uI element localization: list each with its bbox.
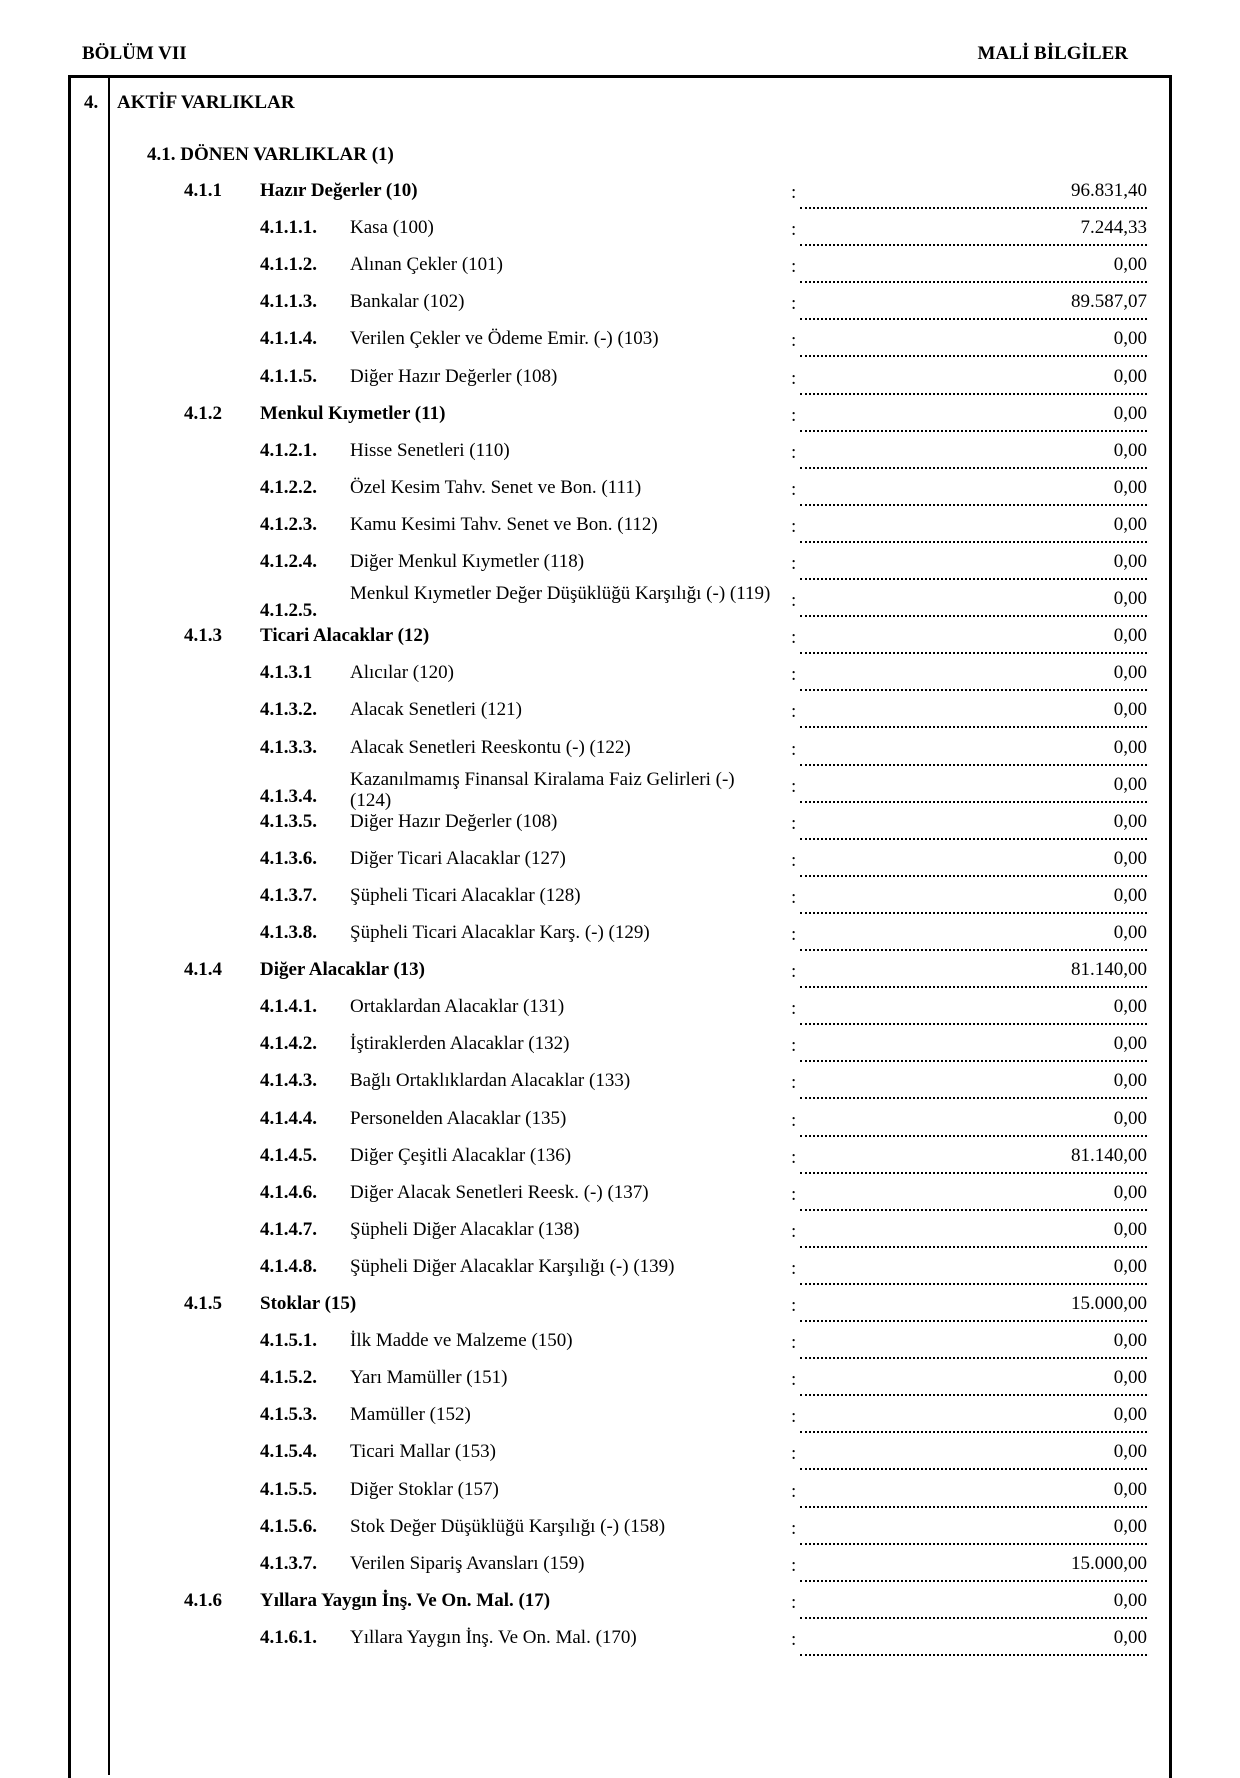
separator-colon: : xyxy=(791,219,797,241)
separator-colon: : xyxy=(791,1146,797,1168)
account-label: Yıllara Yaygın İnş. Ve On. Mal. (170) xyxy=(350,1626,637,1648)
account-code: 4.1.5.1. xyxy=(260,1330,317,1352)
account-value: 7.244,33 xyxy=(800,217,1147,246)
separator-colon: : xyxy=(791,441,797,463)
separator-colon: : xyxy=(791,998,797,1020)
account-code: 4.1.2.4. xyxy=(260,551,317,572)
account-code: 4.1.5.3. xyxy=(260,1404,317,1426)
account-value: 0,00 xyxy=(800,811,1147,840)
account-value: 0,00 xyxy=(800,1256,1147,1285)
account-code: 4.1.1.3. xyxy=(260,291,317,313)
account-label: Kazanılmamış Finansal Kiralama Faiz Gelirleri (-) (124) xyxy=(350,768,735,811)
account-value: 0,00 xyxy=(800,551,1147,580)
separator-colon: : xyxy=(791,590,797,612)
separator-colon: : xyxy=(791,293,797,315)
account-row xyxy=(0,217,1240,253)
account-code: 4.1.4.4. xyxy=(260,1107,317,1129)
account-value: 81.140,00 xyxy=(800,1145,1147,1174)
separator-colon: : xyxy=(791,775,797,797)
account-label: Diğer Ticari Alacaklar (127) xyxy=(350,847,566,869)
account-code: 4.1.2.2. xyxy=(260,476,317,498)
account-group-row xyxy=(0,403,1240,439)
account-code: 4.1.4.7. xyxy=(260,1218,317,1240)
account-code: 4.1.4.1. xyxy=(260,996,317,1018)
account-code: 4.1.3.3. xyxy=(260,736,317,758)
account-value: 0,00 xyxy=(800,1627,1147,1656)
account-row xyxy=(0,922,1240,958)
account-label: Yarı Mamüller (151) xyxy=(350,1367,508,1389)
account-row xyxy=(0,328,1240,364)
account-value: 0,00 xyxy=(800,1033,1147,1062)
account-value: 96.831,40 xyxy=(800,180,1147,209)
account-row xyxy=(0,1367,1240,1403)
separator-colon: : xyxy=(791,738,797,760)
account-row xyxy=(0,1070,1240,1106)
account-label: Özel Kesim Tahv. Senet ve Bon. (111) xyxy=(350,476,642,498)
account-row xyxy=(0,1145,1240,1181)
account-row xyxy=(0,848,1240,884)
account-code: 4.1.3.2. xyxy=(260,699,317,721)
account-value: 0,00 xyxy=(800,514,1147,543)
account-group-row xyxy=(0,1293,1240,1329)
account-value: 0,00 xyxy=(800,477,1147,506)
account-code: 4.1.1.5. xyxy=(260,365,317,387)
account-group-row xyxy=(0,959,1240,995)
account-group-row xyxy=(0,625,1240,661)
account-row xyxy=(0,1553,1240,1589)
account-value: 0,00 xyxy=(800,1219,1147,1248)
account-value: 0,00 xyxy=(800,588,1147,617)
account-row xyxy=(0,768,1240,811)
separator-colon: : xyxy=(791,1332,797,1354)
account-label: Menkul Kıymetler Değer Düşüklüğü Karşılığı (-) (119) xyxy=(350,583,771,605)
separator-colon: : xyxy=(791,924,797,945)
account-label: Menkul Kıymetler (11) xyxy=(260,402,446,424)
account-label: Yıllara Yaygın İnş. Ve On. Mal. (17) xyxy=(260,1589,551,1611)
account-value: 0,00 xyxy=(800,1108,1147,1137)
account-label: Şüpheli Diğer Alacaklar (138) xyxy=(350,1218,580,1240)
account-label: Hisse Senetleri (110) xyxy=(350,439,510,461)
account-row xyxy=(0,1330,1240,1366)
account-group-row xyxy=(0,180,1240,216)
account-row xyxy=(0,1108,1240,1144)
account-value: 0,00 xyxy=(800,922,1147,951)
account-value: 0,00 xyxy=(800,1182,1147,1211)
account-row xyxy=(0,551,1240,587)
account-row xyxy=(0,1441,1240,1477)
separator-colon: : xyxy=(791,961,797,983)
account-label: Diğer Çeşitli Alacaklar (136) xyxy=(350,1144,572,1166)
account-value: 0,00 xyxy=(800,1441,1147,1470)
account-code: 4.1.4.6. xyxy=(260,1181,317,1203)
account-value: 0,00 xyxy=(800,885,1147,914)
separator-colon: : xyxy=(791,1369,797,1391)
separator-colon: : xyxy=(791,182,797,203)
account-label: Verilen Sipariş Avansları (159) xyxy=(350,1552,585,1574)
account-row xyxy=(0,440,1240,476)
account-code: 4.1.6 xyxy=(184,1589,222,1611)
account-label: Kasa (100) xyxy=(350,217,434,239)
account-value: 0,00 xyxy=(800,254,1147,283)
account-label: Stoklar (15) xyxy=(260,1293,357,1314)
account-row xyxy=(0,583,1240,624)
account-code: 4.1.5 xyxy=(184,1293,222,1314)
separator-colon: : xyxy=(791,701,797,723)
account-code: 4.1.5.4. xyxy=(260,1441,317,1463)
account-value: 15.000,00 xyxy=(800,1293,1147,1322)
account-value: 0,00 xyxy=(800,440,1147,469)
separator-colon: : xyxy=(791,1443,797,1465)
account-label: Diğer Alacaklar (13) xyxy=(260,959,425,981)
account-value: 0,00 xyxy=(800,328,1147,357)
account-row xyxy=(0,477,1240,513)
account-code: 4.1.5.2. xyxy=(260,1367,317,1389)
separator-colon: : xyxy=(791,849,797,871)
separator-colon: : xyxy=(791,515,797,537)
account-row xyxy=(0,1516,1240,1552)
separator-colon: : xyxy=(791,256,797,278)
account-code: 4.1.4 xyxy=(184,959,222,981)
account-code: 4.1.3.7. xyxy=(260,1552,317,1574)
account-value: 15.000,00 xyxy=(800,1553,1147,1582)
account-row xyxy=(0,254,1240,290)
account-code: 4.1.3.4. xyxy=(260,785,317,807)
account-code: 4.1.1 xyxy=(184,180,222,201)
account-value: 0,00 xyxy=(800,366,1147,395)
account-value: 89.587,07 xyxy=(800,291,1147,320)
section-title: AKTİF VARLIKLAR xyxy=(117,92,295,113)
account-value: 0,00 xyxy=(800,699,1147,728)
account-label: Diğer Alacak Senetleri Reesk. (-) (137) xyxy=(350,1181,649,1203)
account-value: 0,00 xyxy=(800,774,1147,803)
account-value: 0,00 xyxy=(800,1330,1147,1359)
separator-colon: : xyxy=(791,478,797,500)
account-label: Mamüller (152) xyxy=(350,1404,471,1426)
account-value: 0,00 xyxy=(800,1516,1147,1545)
separator-colon: : xyxy=(791,1220,797,1242)
account-label: Ticari Alacaklar (12) xyxy=(260,625,430,647)
account-label: Hazır Değerler (10) xyxy=(260,180,418,201)
account-code: 4.1.4.8. xyxy=(260,1255,317,1277)
separator-colon: : xyxy=(791,330,797,352)
account-row xyxy=(0,1219,1240,1255)
separator-colon: : xyxy=(791,1628,797,1650)
account-label: İlk Madde ve Malzeme (150) xyxy=(350,1330,573,1352)
account-label: Ticari Mallar (153) xyxy=(350,1441,496,1463)
account-value: 0,00 xyxy=(800,625,1147,654)
account-label: Bankalar (102) xyxy=(350,291,465,313)
account-group-row xyxy=(0,1590,1240,1626)
account-value: 0,00 xyxy=(800,403,1147,432)
account-value: 0,00 xyxy=(800,848,1147,877)
separator-colon: : xyxy=(791,367,797,389)
separator-colon: : xyxy=(791,812,797,834)
section-header-title: MALİ BİLGİLER xyxy=(977,43,1128,64)
account-code: 4.1.4.5. xyxy=(260,1144,317,1166)
account-label: Diğer Stoklar (157) xyxy=(350,1478,499,1500)
separator-colon: : xyxy=(791,1591,797,1613)
account-row xyxy=(0,1182,1240,1218)
account-value: 0,00 xyxy=(800,1070,1147,1099)
account-label: Ortaklardan Alacaklar (131) xyxy=(350,996,565,1018)
account-code: 4.1.4.2. xyxy=(260,1033,317,1055)
account-code: 4.1.1.4. xyxy=(260,328,317,350)
account-row xyxy=(0,514,1240,550)
account-row xyxy=(0,1256,1240,1292)
account-row xyxy=(0,699,1240,735)
account-row xyxy=(0,1033,1240,1069)
account-value: 0,00 xyxy=(800,1590,1147,1619)
account-value: 0,00 xyxy=(800,737,1147,766)
account-code: 4.1.5.6. xyxy=(260,1515,317,1537)
account-code: 4.1.2.1. xyxy=(260,439,317,461)
separator-colon: : xyxy=(791,1109,797,1131)
account-value: 0,00 xyxy=(800,1367,1147,1396)
account-row xyxy=(0,737,1240,773)
account-code: 4.1.3 xyxy=(184,625,222,647)
account-code: 4.1.2.3. xyxy=(260,513,317,535)
account-label: Alıcılar (120) xyxy=(350,662,454,684)
separator-colon: : xyxy=(791,1406,797,1428)
account-code: 4.1.3.6. xyxy=(260,847,317,869)
account-code: 4.1.6.1. xyxy=(260,1626,317,1648)
chapter-title: BÖLÜM VII xyxy=(82,43,187,64)
account-label: Alacak Senetleri Reeskontu (-) (122) xyxy=(350,736,631,758)
account-code: 4.1.2.5. xyxy=(260,600,317,622)
account-code: 4.1.2 xyxy=(184,402,222,424)
account-value: 0,00 xyxy=(800,996,1147,1025)
account-label: Verilen Çekler ve Ödeme Emir. (-) (103) xyxy=(350,328,659,350)
account-row xyxy=(0,885,1240,921)
separator-colon: : xyxy=(791,664,797,686)
account-label: Alacak Senetleri (121) xyxy=(350,699,522,721)
account-label: İştiraklerden Alacaklar (132) xyxy=(350,1033,570,1055)
separator-colon: : xyxy=(791,627,797,649)
account-row xyxy=(0,811,1240,847)
section-number: 4. xyxy=(84,92,99,113)
account-value: 81.140,00 xyxy=(800,959,1147,988)
account-row xyxy=(0,1404,1240,1440)
account-row xyxy=(0,996,1240,1032)
account-code: 4.1.3.7. xyxy=(260,884,317,906)
account-value: 0,00 xyxy=(800,1479,1147,1508)
account-label: Şüpheli Ticari Alacaklar Karş. (-) (129) xyxy=(350,922,650,943)
separator-colon: : xyxy=(791,1072,797,1094)
account-code: 4.1.3.5. xyxy=(260,810,317,832)
account-code: 4.1.4.3. xyxy=(260,1070,317,1092)
account-label: Diğer Hazır Değerler (108) xyxy=(350,810,558,832)
account-code: 4.1.5.5. xyxy=(260,1478,317,1500)
separator-colon: : xyxy=(791,1183,797,1205)
account-row xyxy=(0,291,1240,327)
account-code: 4.1.3.8. xyxy=(260,922,317,943)
account-row xyxy=(0,1479,1240,1515)
separator-colon: : xyxy=(791,1035,797,1057)
account-label: Diğer Hazır Değerler (108) xyxy=(350,365,558,387)
separator-colon: : xyxy=(791,1517,797,1539)
account-row xyxy=(0,366,1240,402)
account-label: Personelden Alacaklar (135) xyxy=(350,1107,567,1129)
account-row xyxy=(0,1627,1240,1663)
separator-colon: : xyxy=(791,1554,797,1576)
subsection-title: 4.1. DÖNEN VARLIKLAR (1) xyxy=(147,144,394,165)
account-label: Şüpheli Diğer Alacaklar Karşılığı (-) (139) xyxy=(350,1255,675,1277)
account-row xyxy=(0,662,1240,698)
separator-colon: : xyxy=(791,1295,797,1316)
account-label: Diğer Menkul Kıymetler (118) xyxy=(350,551,585,572)
account-value: 0,00 xyxy=(800,1404,1147,1433)
separator-colon: : xyxy=(791,1257,797,1279)
account-label: Alınan Çekler (101) xyxy=(350,254,504,276)
account-code: 4.1.3.1 xyxy=(260,662,313,684)
separator-colon: : xyxy=(791,886,797,908)
separator-colon: : xyxy=(791,1480,797,1502)
account-code: 4.1.1.2. xyxy=(260,254,317,276)
account-label: Stok Değer Düşüklüğü Karşılığı (-) (158) xyxy=(350,1515,666,1537)
separator-colon: : xyxy=(791,404,797,426)
account-label: Şüpheli Ticari Alacaklar (128) xyxy=(350,884,581,906)
account-label: Kamu Kesimi Tahv. Senet ve Bon. (112) xyxy=(350,513,658,535)
account-label: Bağlı Ortaklıklardan Alacaklar (133) xyxy=(350,1070,631,1092)
account-value: 0,00 xyxy=(800,662,1147,691)
separator-colon: : xyxy=(791,553,797,574)
account-code: 4.1.1.1. xyxy=(260,217,317,239)
